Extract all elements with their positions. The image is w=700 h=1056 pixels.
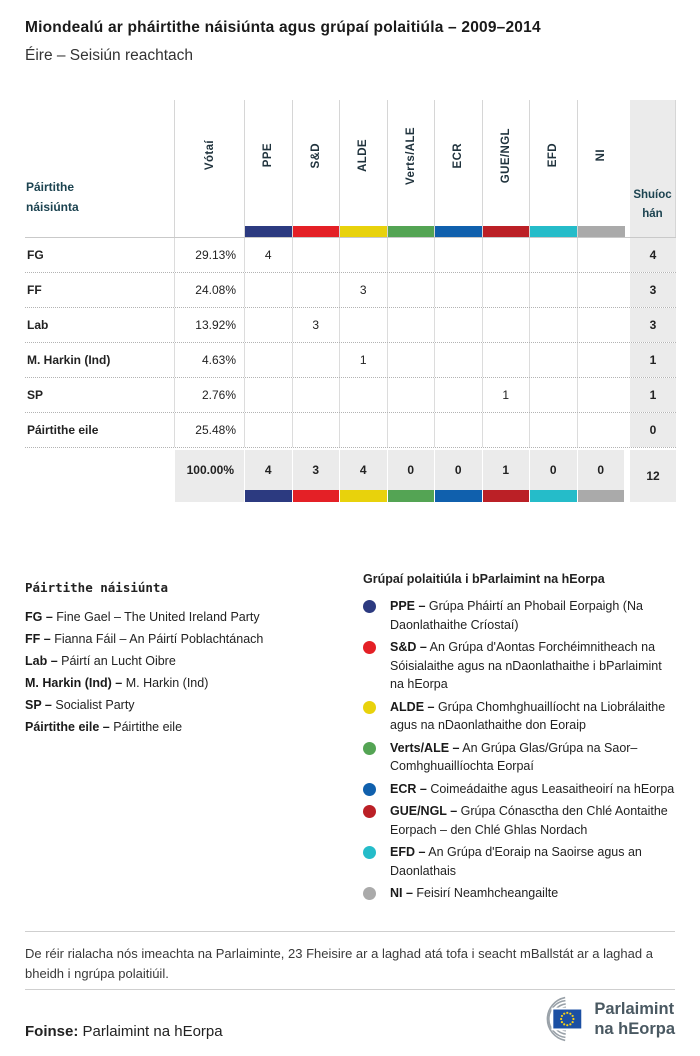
- table-row: [25, 238, 676, 273]
- group-color-dot: [363, 783, 376, 796]
- legend-name: Grúpa Chomhghuaillíocht na Liobrálaithe agus na nDaonlathaithe don Eoraip: [390, 699, 666, 732]
- legend-item: [363, 638, 676, 694]
- legend-item: [25, 716, 355, 738]
- group-legend-heading: Grúpaí polaitiúla i bParlaimint na hEorpa: [363, 572, 605, 586]
- group-color-dot: [363, 641, 376, 654]
- table-row: [25, 343, 676, 378]
- group-column-header: [530, 100, 578, 237]
- legend-abbr: ECR –: [390, 781, 427, 796]
- group-seats-cell: 1: [340, 343, 388, 377]
- seats-cell: 4: [625, 238, 676, 272]
- group-color-bar: [530, 490, 577, 502]
- legend-name: Páirtithe eile: [113, 720, 183, 734]
- group-seats-cell: [293, 343, 341, 377]
- group-color-bar: [293, 226, 340, 237]
- page-title: Miondealú ar pháirtithe náisiúnta agus grúpaí polaitiúla – 2009–2014: [25, 19, 541, 36]
- legend-text: [390, 780, 676, 799]
- party-column-label: Páirtithe náisiúnta: [26, 180, 79, 214]
- legend-item: [363, 884, 676, 903]
- legend-name: Socialist Party: [55, 698, 135, 712]
- group-seats-cell: [293, 238, 341, 272]
- group-seats-cell: [388, 238, 436, 272]
- legend-item: [363, 780, 676, 799]
- legend-abbr: SP –: [25, 698, 52, 712]
- group-seats-cell: [530, 343, 578, 377]
- legend-item: [25, 606, 355, 628]
- group-column-header: [293, 100, 341, 237]
- votes-cell: 2.76%: [175, 378, 245, 412]
- total-row: [25, 450, 676, 502]
- divider: [25, 931, 675, 932]
- votes-cell: 25.48%: [175, 413, 245, 447]
- group-seats-cell: [388, 413, 436, 447]
- table-row: [25, 413, 676, 448]
- group-seats-cell: [578, 378, 626, 412]
- party-name-cell: Páirtithe eile: [25, 413, 175, 447]
- total-group-value: 0: [597, 463, 605, 477]
- total-group-cell: [530, 450, 578, 502]
- group-color-bar: [245, 490, 292, 502]
- page-subtitle: Éire – Seisiún reachtach: [25, 47, 194, 64]
- group-seats-cell: [578, 413, 626, 447]
- legend-name: Páirtí an Lucht Oibre: [61, 654, 176, 668]
- group-color-dot: [363, 742, 376, 755]
- group-seats-cell: [530, 238, 578, 272]
- group-color-bar: [388, 490, 435, 502]
- group-seats-cell: [578, 308, 626, 342]
- group-seats-cell: [388, 378, 436, 412]
- group-color-dot: [363, 846, 376, 859]
- group-seats-cell: [578, 343, 626, 377]
- group-legend-items: [363, 597, 676, 903]
- legend-name: Grúpa Cónasctha den Chlé Aontaithe Eorpach – den Chlé Ghlas Nordach: [390, 804, 668, 837]
- group-seats-cell: [388, 308, 436, 342]
- group-column-label: GUE/NGL: [499, 127, 512, 184]
- table-row: [25, 273, 676, 308]
- total-group-cell: [245, 450, 293, 502]
- total-group-value: 4: [359, 463, 367, 477]
- total-group-cell: [435, 450, 483, 502]
- legend-text: [390, 843, 676, 880]
- group-seats-cell: [293, 413, 341, 447]
- group-column-header: [388, 100, 436, 237]
- legend-abbr: GUE/NGL –: [390, 804, 458, 818]
- legend-name: Fianna Fáil – An Páirtí Poblachtánach: [54, 632, 264, 646]
- party-name-cell: Lab: [25, 308, 175, 342]
- group-color-bar: [578, 226, 626, 237]
- group-seats-cell: [483, 308, 531, 342]
- party-name-cell: SP: [25, 378, 175, 412]
- group-seats-cell: 3: [293, 308, 341, 342]
- legend-name: Feisirí Neamhcheangailte: [416, 886, 559, 900]
- legend-abbr: PPE –: [390, 599, 426, 613]
- seats-cell: 0: [625, 413, 676, 447]
- eu-flag-icon: [553, 1009, 583, 1030]
- group-color-dot: [363, 701, 376, 714]
- table-row: [25, 308, 676, 343]
- legend-text: [390, 698, 676, 735]
- legend-abbr: EFD –: [390, 845, 426, 859]
- group-seats-cell: [578, 238, 626, 272]
- total-votes-value: 100.00%: [186, 463, 234, 477]
- group-column-header: [245, 100, 293, 237]
- party-legend-heading: Páirtithe náisiúnta: [25, 580, 168, 595]
- group-seats-cell: [530, 273, 578, 307]
- total-group-value: 0: [407, 463, 415, 477]
- party-name-cell: M. Harkin (Ind): [25, 343, 175, 377]
- group-seats-cell: 1: [483, 378, 531, 412]
- legend-name: Fine Gael – The United Ireland Party: [56, 610, 260, 624]
- group-color-bar: [293, 490, 340, 502]
- group-color-bar: [245, 226, 292, 237]
- group-seats-cell: [435, 273, 483, 307]
- legend-text: [390, 739, 676, 776]
- table-body: [25, 237, 676, 448]
- seats-cell: 3: [625, 273, 676, 307]
- legend-name: An Grúpa d'Eoraip na Saoirse agus an Daonlathais: [390, 845, 642, 878]
- total-empty-cell: [25, 450, 175, 502]
- divider: [25, 989, 675, 990]
- total-group-cell: [578, 450, 626, 502]
- party-column-header: [25, 100, 175, 237]
- total-group-value: 0: [454, 463, 462, 477]
- group-column-label: ECR: [452, 142, 465, 169]
- group-color-bar: [435, 226, 482, 237]
- group-column-label: Verts/ALE: [404, 126, 417, 185]
- total-group-value: 4: [264, 463, 272, 477]
- group-seats-cell: [530, 378, 578, 412]
- group-seats-cell: [435, 308, 483, 342]
- group-seats-cell: [245, 308, 293, 342]
- legend-abbr: M. Harkin (Ind) –: [25, 676, 123, 690]
- group-seats-cell: [293, 273, 341, 307]
- total-group-value: 3: [312, 463, 320, 477]
- group-color-bar: [340, 490, 387, 502]
- group-color-bar: [388, 226, 435, 237]
- group-color-bar: [435, 490, 482, 502]
- source-label: Foinse:: [25, 1023, 79, 1040]
- logo-text: [594, 999, 675, 1039]
- group-column-label: PPE: [262, 143, 275, 168]
- group-seats-cell: [388, 273, 436, 307]
- votes-cell: 4.63%: [175, 343, 245, 377]
- votes-cell: 24.08%: [175, 273, 245, 307]
- seats-column-header: [625, 100, 676, 237]
- group-seats-cell: [245, 378, 293, 412]
- source: [25, 1023, 223, 1040]
- party-legend: [25, 570, 355, 738]
- group-seats-cell: [340, 378, 388, 412]
- group-seats-cell: [483, 273, 531, 307]
- group-seats-cell: [245, 413, 293, 447]
- legend-item: [363, 597, 676, 634]
- total-group-value: 0: [549, 463, 557, 477]
- group-seats-cell: [530, 308, 578, 342]
- group-seats-cell: 3: [340, 273, 388, 307]
- group-color-bar: [483, 490, 530, 502]
- group-column-label: S&D: [309, 142, 322, 169]
- logo-line1: Parlaimint: [594, 1000, 675, 1018]
- group-column-label: EFD: [547, 143, 560, 168]
- group-seats-cell: [483, 238, 531, 272]
- group-seats-cell: [530, 413, 578, 447]
- group-seats-cell: [435, 413, 483, 447]
- legend-name: M. Harkin (Ind): [125, 676, 209, 690]
- group-seats-cell: [245, 273, 293, 307]
- ep-logo: [514, 996, 675, 1042]
- legend-text: [390, 638, 676, 694]
- group-color-dot: [363, 805, 376, 818]
- group-seats-cell: 4: [245, 238, 293, 272]
- legend-item: [25, 628, 355, 650]
- logo-line2: na hEorpa: [594, 1020, 675, 1038]
- total-group-cell: [340, 450, 388, 502]
- parties-table: [25, 100, 676, 502]
- group-seats-cell: [483, 413, 531, 447]
- group-color-bar: [530, 226, 577, 237]
- legend-item: [25, 650, 355, 672]
- legend-text: [390, 597, 676, 634]
- legend-item: [363, 843, 676, 880]
- legend-item: [363, 739, 676, 776]
- legend-name: An Grúpa d'Aontas Forchéimnitheach na Sóisialaithe agus na nDaonlathaithe i bParlaimint na hEorpa: [390, 640, 662, 691]
- legend-abbr: ALDE –: [390, 699, 435, 714]
- legend-name: An Grúpa Glas/Grúpa na Saor–Comhghuaillíochta Eorpaí: [390, 740, 638, 773]
- party-name-cell: FG: [25, 238, 175, 272]
- group-seats-cell: [388, 343, 436, 377]
- group-column-header: [435, 100, 483, 237]
- group-seats-cell: [340, 308, 388, 342]
- table-header-row: [25, 100, 676, 237]
- legend-text: [390, 884, 676, 903]
- group-column-header: [483, 100, 531, 237]
- legend-item: [363, 802, 676, 839]
- total-group-cell: [388, 450, 436, 502]
- table-row: [25, 378, 676, 413]
- group-color-bar: [578, 490, 625, 502]
- total-group-value: 1: [502, 463, 510, 477]
- total-seats-cell: 12: [625, 450, 676, 502]
- footnote: De réir rialacha nós imeachta na Parlaiminte, 23 Fheisire ar a laghad atá tofa i seacht mBallstát ar a laghad a bheidh i ngrúpa polaitiúil.: [25, 946, 653, 981]
- group-column-label: NI: [595, 149, 608, 162]
- legend-name: Coimeádaithe agus Leasaitheoirí na hEorpa: [430, 781, 675, 796]
- legend-item: [25, 694, 355, 716]
- votes-cell: 29.13%: [175, 238, 245, 272]
- group-seats-cell: [340, 413, 388, 447]
- legend-text: [390, 802, 676, 839]
- group-column-header: [340, 100, 388, 237]
- group-seats-cell: [578, 273, 626, 307]
- legend-abbr: NI –: [390, 886, 413, 900]
- group-column-header: [578, 100, 626, 237]
- group-column-label: ALDE: [357, 139, 370, 172]
- total-group-cell: [293, 450, 341, 502]
- seats-column-label: Shuíochán: [633, 189, 672, 220]
- legend-item: [25, 672, 355, 694]
- hemicycle-flag-icon: [514, 996, 586, 1042]
- legend-abbr: S&D –: [390, 640, 427, 654]
- legend-abbr: Verts/ALE –: [390, 740, 460, 755]
- group-color-dot: [363, 600, 376, 613]
- group-seats-cell: [435, 343, 483, 377]
- legend-item: [363, 698, 676, 735]
- legend-abbr: Lab –: [25, 654, 58, 668]
- group-seats-cell: [340, 238, 388, 272]
- total-group-cell: [483, 450, 531, 502]
- group-seats-cell: [435, 238, 483, 272]
- group-color-bar: [340, 226, 387, 237]
- votes-cell: 13.92%: [175, 308, 245, 342]
- group-color-dot: [363, 887, 376, 900]
- group-seats-cell: [435, 378, 483, 412]
- seats-cell: 3: [625, 308, 676, 342]
- party-name-cell: FF: [25, 273, 175, 307]
- legend-name: Grúpa Pháirtí an Phobail Eorpaigh (Na Daonlathaithe Críostaí): [390, 599, 643, 632]
- group-seats-cell: [293, 378, 341, 412]
- votes-column-header: [175, 100, 245, 237]
- legend-abbr: FF –: [25, 632, 51, 646]
- group-seats-cell: [483, 343, 531, 377]
- total-votes-cell: [175, 450, 245, 502]
- group-legend: [363, 570, 676, 903]
- votes-column-label: Vótaí: [203, 140, 216, 171]
- group-seats-cell: [245, 343, 293, 377]
- seats-cell: 1: [625, 378, 676, 412]
- legend-abbr: FG –: [25, 610, 53, 624]
- legend-abbr: Páirtithe eile –: [25, 720, 110, 734]
- party-legend-items: [25, 606, 355, 738]
- source-value: Parlaimint na hEorpa: [82, 1023, 223, 1040]
- seats-cell: 1: [625, 343, 676, 377]
- group-color-bar: [483, 226, 530, 237]
